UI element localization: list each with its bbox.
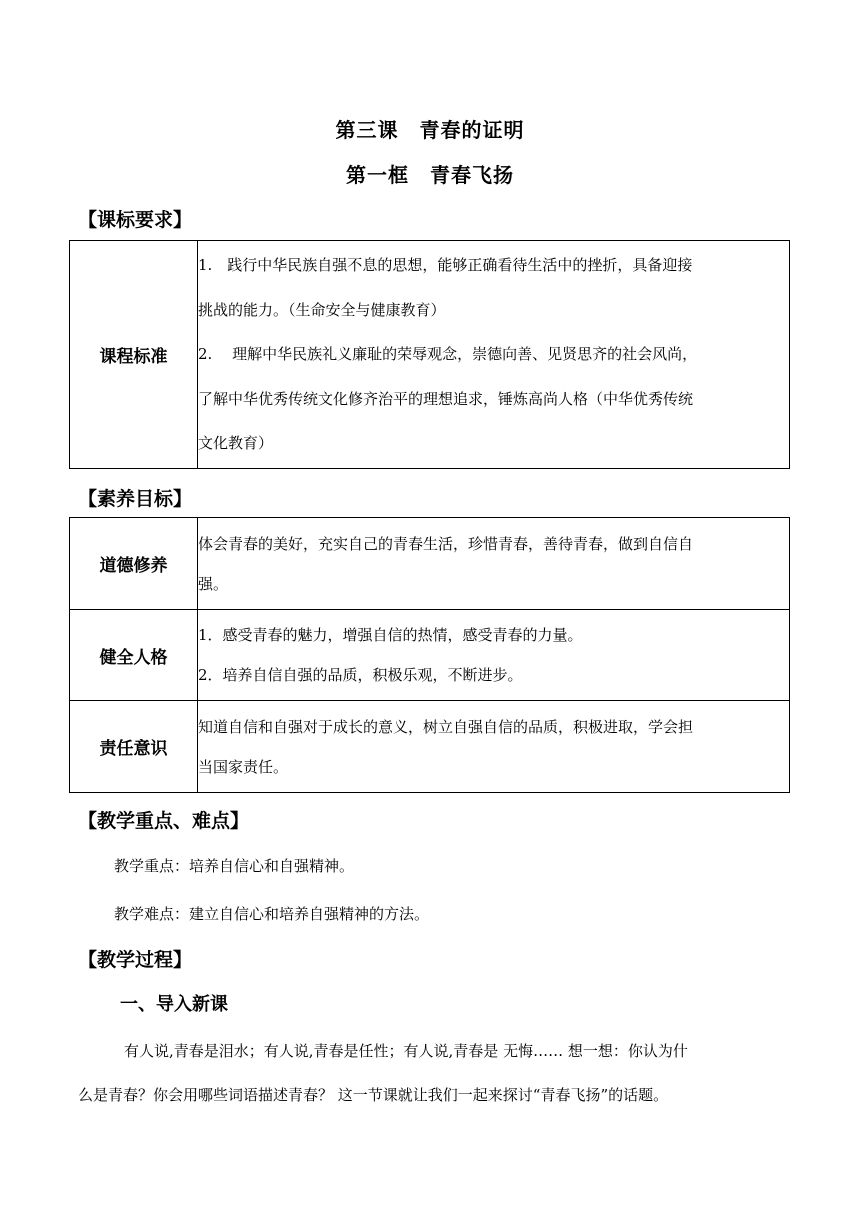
curriculum-line: 1. 践行中华民族自强不息的思想，能够正确看待生活中的挫折，具备迎接	[198, 256, 693, 274]
literacy-content	[198, 518, 790, 610]
literacy-table	[69, 517, 790, 793]
literacy-content	[198, 701, 790, 793]
literacy-line: 1．感受青春的魅力，增强自信的热情，感受青春的力量。	[198, 626, 583, 644]
curriculum-line: 文化教育）	[198, 434, 274, 452]
literacy-content	[198, 610, 790, 701]
lesson-title: 第三课 青春的证明	[335, 118, 525, 142]
curriculum-content	[198, 241, 790, 469]
curriculum-table	[69, 240, 790, 469]
literacy-row	[70, 518, 790, 610]
literacy-label: 健全人格	[70, 610, 198, 701]
section-literacy-heading: 【素养目标】	[78, 488, 193, 510]
literacy-row	[70, 701, 790, 793]
key-point-text: 教学重点：培养自信心和自强精神。	[114, 857, 355, 875]
literacy-line: 2．培养自信自强的品质，积极乐观，不断进步。	[198, 666, 523, 684]
section-process-heading: 【教学过程】	[78, 949, 193, 971]
curriculum-row	[70, 241, 790, 469]
literacy-line: 体会青春的美好，充实自己的青春生活，珍惜青春，善待青春，做到自信自	[198, 534, 694, 553]
curriculum-line: 了解中华优秀传统文化修齐治平的理想追求，锤炼高尚人格（中华优秀传统	[198, 389, 694, 408]
curriculum-label: 课程标准	[70, 241, 198, 469]
literacy-line: 知道自信和自强对于成长的意义，树立自强自信的品质，积极进取，学会担	[198, 717, 694, 736]
intro-subheading: 一、导入新课	[120, 994, 228, 1015]
section-curriculum-heading: 【课标要求】	[78, 209, 193, 231]
literacy-line: 当国家责任。	[198, 757, 289, 776]
intro-paragraph-line: 有人说,青春是泪水；有人说,青春是任性；有人说,青春是 无悔…… 想一想：你认为什	[124, 1042, 688, 1060]
difficulty-text: 教学难点：建立自信心和培养自强精神的方法。	[114, 905, 430, 923]
literacy-label: 道德修养	[70, 518, 198, 610]
section-key-points-heading: 【教学重点、难点】	[78, 810, 250, 832]
literacy-row	[70, 610, 790, 701]
curriculum-line: 2. 理解中华民族礼义廉耻的荣辱观念，崇德向善、见贤思齐的社会风尚，	[198, 345, 698, 363]
curriculum-line: 挑战的能力。（生命安全与健康教育）	[198, 300, 446, 319]
frame-title: 第一框 青春飞扬	[346, 163, 514, 187]
literacy-line: 强。	[198, 574, 229, 593]
literacy-label: 责任意识	[70, 701, 198, 793]
intro-paragraph-line: 么是青春？你会用哪些词语描述青春？ 这一节课就让我们一起来探讨“青春飞扬”的话题。	[78, 1086, 669, 1104]
